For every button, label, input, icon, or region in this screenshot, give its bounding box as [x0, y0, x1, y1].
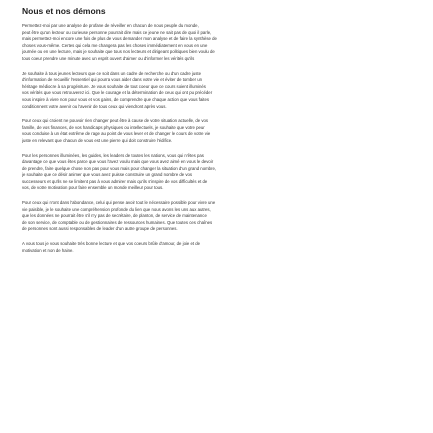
text-line: A vous tous je vous souhaite très bonne lecture et que vos coeurs brûle d'amour, de joie et de [22, 241, 201, 247]
text-line: famille, de vos finances, de vos handicaps physiques ou intellectuels, je souhaite que votre peur [22, 124, 205, 130]
text-line: je souhaite que ce désir animer que vous avez puisse construire un grand nombre de vos [22, 172, 193, 178]
text-line: que les données ne pourrait être s'il n'y pas de secrétaire, de planton, de service de maintenance [22, 213, 207, 219]
text-line: Pour les personnes illuminées, les guides, les leaders de toutes les nations, vous qui n'êtes pas [22, 152, 204, 158]
paragraph-5 [22, 200, 411, 233]
text-line: vous inspire à vivre non pour vous et vos gains, de comprendre que chaque action que vous faites [22, 96, 210, 102]
text-line: d'information de recueillir l'essentiel qui pourra vous aider dans votre vie et éviter de tomber un [22, 77, 203, 83]
text-line: vie paisible, je le souhaite une compréhension profonde du lien que nous avons les uns aux autres, [22, 206, 211, 212]
text-line: motivation et non de haine. [22, 247, 74, 253]
text-line: de prendre, faire quelque chose non pas pour vous mais pour changer la situation d'un grand nombre, [22, 165, 217, 171]
text-line: Pour ceux qui n'ont dans l'abondance, celui qui pense avoir tout le nécessaire possible pour vivre une [22, 200, 216, 206]
text-line: tous coeur prendre une minute avec un esprit ouvert d'aimer ou d'informer les vérités qu'ils [22, 55, 195, 61]
paragraph-2 [22, 71, 411, 111]
paragraph-4 [22, 153, 411, 193]
text-line: davantage ce que vous êtes parce que vous l'avez voulu mais que vous avez aimé en vous le devoir [22, 159, 214, 165]
text-line: vos, de votre motivation pour faire ensemble un monde meilleur pour tous. [22, 185, 164, 191]
text-line: juste en relevant que chacun de vous est une pierre qui doit construire l'édifice. [22, 137, 173, 143]
paragraph-6 [22, 241, 411, 254]
text-line: vous conduise à un état extrême de rage au point de vous lever et de changer le cours de votre vie [22, 131, 211, 137]
text-line: successeurs et qu'ils ne se limitent pas à vous admirer mais qu'ils s'inspire de vos difficultés et de [22, 178, 208, 184]
text-line: Pour ceux qui croient ne pouvoir rien changer peut être à cause de votre situation actuelle, de vos [22, 118, 209, 124]
paragraph-1 [22, 23, 411, 63]
text-line: de personnes sont aussi responsables de leader d'un autre groupe de personnes. [22, 226, 178, 232]
text-line: vos vérités que vous retrouverez ici. Que le courage et la détermination de ceux qui ont pu précéder [22, 90, 213, 96]
text-line: Je souhaite à tous jeunes lecteurs que ce soit dans un cadre de recherche ou d'un cadre juste [22, 70, 202, 76]
text-line: peut être qu'un lecteur ou curieuse personne pourrait dire mais ce jeune ne sait pas de quoi il parle, [22, 29, 212, 35]
text-line: de son service, de comptable ou de gestionnaires de ressources humaines. Que toutes ces chaînes [22, 219, 213, 225]
text-line: conditionnent votre avenir ou l'avenir de tous ceux qui viendront après vous. [22, 103, 167, 109]
text-line: journée ou en une lecture, mais je souhaite que tous nos lecteurs et dirigeant politiques bien voulu de [22, 49, 215, 55]
text-line: Permettez-moi par une analyse de profane de réveiller en chacun de nous peuple du monde, [22, 23, 199, 28]
document-title: Nous et nos démons [22, 6, 106, 16]
text-line: choses vous-même. Certes qui cela me changera pas les choses immédiatement en vous en une [22, 42, 208, 48]
text-line: héritage médiocre à sa progéniture. Je vous souhaite de tout coeur que ce cours soient illuminés [22, 83, 206, 89]
text-line: mais permettez-moi encore une fois de plus de vous demander mon analyse et de faire la synthèse de [22, 36, 217, 42]
paragraph-3 [22, 118, 411, 144]
